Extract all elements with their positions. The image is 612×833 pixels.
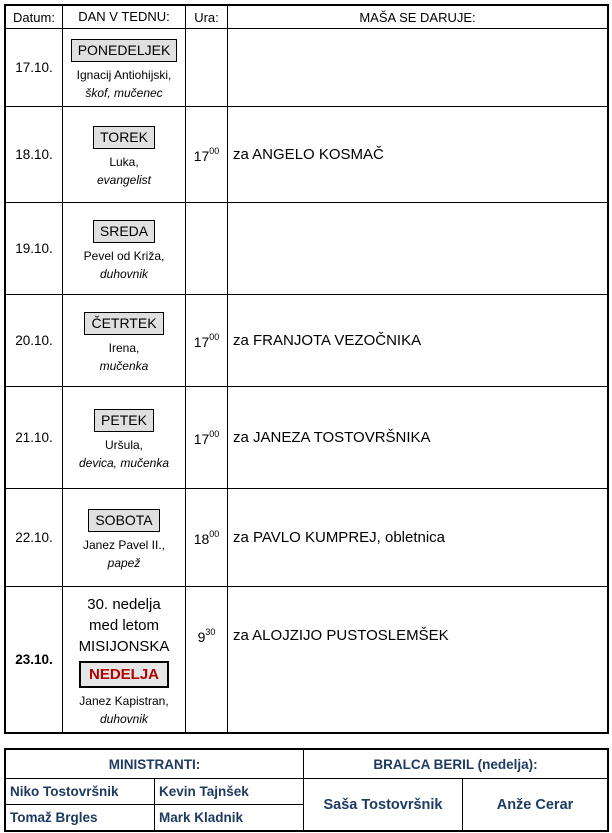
sunday-name-box: NEDELJA — [79, 661, 169, 688]
day-name-box: SREDA — [93, 220, 155, 243]
day-row — [5, 107, 608, 203]
mass-intention — [228, 29, 609, 107]
mass-intention: za PAVLO KUMPREJ, obletnica — [228, 489, 609, 587]
bralca-label: BRALCA BERIL (nedelja): — [304, 749, 609, 779]
day-name-box: PETEK — [94, 409, 154, 432]
saint-title: mučenka — [99, 359, 149, 373]
mass-time — [186, 489, 228, 587]
day-date: 17.10. — [5, 29, 63, 107]
saint-title: škof, mučenec — [85, 86, 163, 100]
servers-table — [4, 748, 609, 832]
reader-name: Anže Cerar — [463, 779, 609, 832]
time-hour: 17 — [193, 430, 210, 447]
saint-name: Janez Kapistran, — [79, 694, 169, 709]
time-hour: 9 — [197, 629, 206, 645]
saint-title: duhovnik — [99, 267, 149, 281]
day-cell — [63, 295, 186, 387]
servers-row — [5, 779, 608, 805]
day-date: 19.10. — [5, 203, 63, 295]
day-row — [5, 387, 608, 489]
time-minutes: 00 — [209, 331, 220, 342]
mass-time — [186, 295, 228, 387]
header-date: Datum: — [5, 5, 63, 29]
day-cell — [63, 203, 186, 295]
servers-header-row — [5, 749, 608, 779]
day-row — [5, 489, 608, 587]
mass-time — [186, 587, 228, 733]
sunday-line-3: MISIJONSKA — [78, 638, 170, 656]
time-minutes: 00 — [209, 528, 220, 539]
day-date: 20.10. — [5, 295, 63, 387]
day-name-box: SOBOTA — [88, 509, 159, 532]
reader-name: Saša Tostovršnik — [304, 779, 463, 832]
day-date: 21.10. — [5, 387, 63, 489]
header-time: Ura: — [186, 5, 228, 29]
ministrant-name: Tomaž Brgles — [5, 805, 155, 832]
day-row — [5, 295, 608, 387]
mass-intention: za ANGELO KOSMAČ — [228, 107, 609, 203]
ministranti-label: MINISTRANTI: — [5, 749, 304, 779]
mass-intention: za JANEZA TOSTOVRŠNIKA — [228, 387, 609, 489]
mass-intention: za ALOJZIJO PUSTOSLEMŠEK — [228, 587, 609, 733]
time-hour: 18 — [193, 530, 210, 547]
day-date: 22.10. — [5, 489, 63, 587]
day-cell — [63, 29, 186, 107]
day-cell — [63, 107, 186, 203]
mass-time — [186, 387, 228, 489]
saint-name: Janez Pavel II., — [82, 538, 166, 552]
ministrant-name: Mark Kladnik — [155, 805, 304, 832]
saint-title: papež — [107, 556, 141, 570]
day-cell — [63, 489, 186, 587]
schedule-header-row — [5, 5, 608, 29]
saint-title: devica, mučenka — [78, 456, 170, 470]
header-mass: MAŠA SE DARUJE: — [228, 5, 609, 29]
saint-name: Ignacij Antiohijski, — [76, 68, 172, 82]
saint-name: Luka, — [109, 155, 139, 169]
day-date: 23.10. — [5, 587, 63, 733]
day-date: 18.10. — [5, 107, 63, 203]
ministrant-name: Niko Tostovršnik — [5, 779, 155, 805]
sunday-line-1: 30. nedelja — [87, 596, 161, 614]
day-name-box: PONEDELJEK — [71, 39, 178, 62]
mass-intention: za FRANJOTA VEZOČNIKA — [228, 295, 609, 387]
saint-name: Uršula, — [104, 438, 143, 452]
mass-intention — [228, 203, 609, 295]
saint-title: evangelist — [96, 173, 152, 187]
mass-schedule-table — [4, 4, 609, 734]
day-cell — [63, 387, 186, 489]
time-hour: 17 — [193, 147, 210, 164]
mass-time — [186, 203, 228, 295]
day-row — [5, 29, 608, 107]
saint-name: Irena, — [108, 341, 140, 355]
mass-time — [186, 107, 228, 203]
sunday-line-2: med letom — [88, 617, 160, 635]
header-day: DAN V TEDNU: — [63, 5, 186, 29]
sunday-row — [5, 587, 608, 733]
day-cell — [63, 587, 186, 733]
time-minutes: 00 — [209, 145, 220, 156]
time-minutes: 00 — [209, 428, 220, 439]
time-hour: 17 — [193, 333, 210, 350]
saint-name: Pevel od Križa, — [83, 249, 165, 263]
mass-time — [186, 29, 228, 107]
day-name-box: TOREK — [93, 126, 155, 149]
ministrant-name: Kevin Tajnšek — [155, 779, 304, 805]
time-minutes: 30 — [205, 627, 216, 637]
day-row — [5, 203, 608, 295]
day-name-box: ČETRTEK — [84, 312, 163, 335]
saint-title: duhovnik — [99, 712, 149, 727]
